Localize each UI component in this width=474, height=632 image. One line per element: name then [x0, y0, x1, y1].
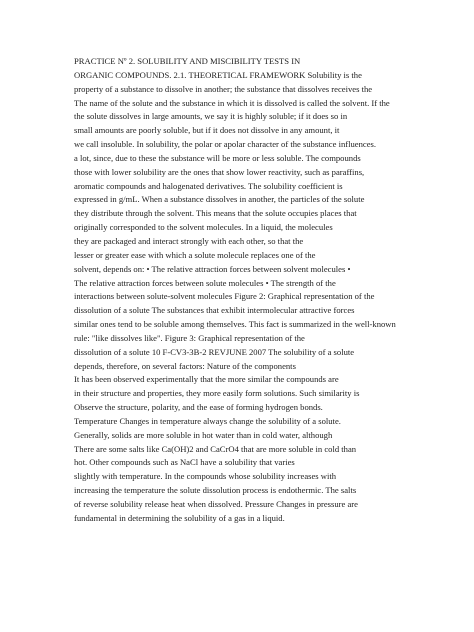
text-line: small amounts are poorly soluble, but if it does not dissolve in any amount, it: [74, 125, 340, 136]
text-line: There are some salts like Ca(OH)2 and CaCrO4 that are more soluble in cold than: [74, 443, 357, 454]
text-line: slightly with temperature. In the compounds whose solubility increases with: [74, 471, 337, 482]
text-line: Observe the structure, polarity, and the ease of forming hydrogen bonds.: [74, 402, 323, 413]
text-line: lesser or greater ease with which a solute molecule replaces one of the: [74, 249, 316, 260]
text-line: rule: "like dissolves like". Figure 3: Graphical representation of the: [74, 332, 305, 343]
text-line: in their structure and properties, they more easily form solutions. Such similarity is: [74, 388, 360, 399]
text-line: similar ones tend to be soluble among themselves. This fact is summarized in the well-known: [74, 319, 396, 330]
text-line: of reverse solubility release heat when dissolved. Pressure Changes in pressure are: [74, 499, 358, 509]
text-line: hot. Other compounds such as NaCl have a solubility that varies: [74, 457, 295, 468]
text-line: The name of the solute and the substance in which it is dissolved is called the solvent. If the: [74, 97, 390, 108]
text-line: originally corresponded to the solvent molecules. In a liquid, the molecules: [74, 222, 333, 233]
text-line: solvent, depends on: • The relative attraction forces between solvent molecules •: [74, 263, 351, 274]
text-line: they distribute through the solvent. This means that the solute occupies places that: [74, 208, 357, 219]
text-line: The relative attraction forces between solute molecules • The strength of the: [74, 277, 336, 288]
text-line: increasing the temperature the solute dissolution process is endothermic. The salts: [74, 485, 357, 496]
text-line: ORGANIC COMPOUNDS. 2.1. THEORETICAL FRAMEWORK Solubility is the: [74, 69, 362, 80]
text-line: expressed in g/mL. When a substance dissolves in another, the particles of the solute: [74, 194, 365, 205]
text-line: the solute dissolves in large amounts, we say it is highly soluble; if it does so in: [74, 111, 348, 122]
text-line: PRACTICE Nº 2. SOLUBILITY AND MISCIBILITY TESTS IN: [74, 56, 301, 66]
text-line: depends, therefore, on several factors: Nature of the components: [74, 360, 296, 371]
body-text: [74, 55, 454, 526]
text-line: fundamental in determining the solubility of a gas in a liquid.: [74, 512, 285, 523]
text-line: they are packaged and interact strongly with each other, so that the: [74, 235, 304, 246]
text-line: property of a substance to dissolve in another; the substance that dissolves receives the: [74, 83, 373, 94]
text-line: It has been observed experimentally that the more similar the compounds are: [74, 374, 339, 385]
text-line: a lot, since, due to these the substance will be more or less soluble. The compounds: [74, 152, 361, 163]
text-line: we call insoluble. In solubility, the polar or apolar character of the substance influences.: [74, 139, 377, 150]
text-line: Generally, solids are more soluble in hot water than in cold water, although: [74, 429, 333, 440]
text-line: those with lower solubility are the ones that show lower reactivity, such as paraffins,: [74, 166, 365, 177]
text-line: dissolution of a solute The substances that exhibit intermolecular attractive forces: [74, 305, 355, 316]
text-line: Temperature Changes in temperature always change the solubility of a solute.: [74, 415, 341, 426]
text-line: dissolution of a solute 10 F-CV3-3B-2 REVJUNE 2007 The solubility of a solute: [74, 346, 355, 357]
text-line: aromatic compounds and halogenated derivatives. The solubility coefficient is: [74, 180, 343, 191]
text-line: interactions between solute-solvent molecules Figure 2: Graphical representation of the: [74, 291, 375, 302]
